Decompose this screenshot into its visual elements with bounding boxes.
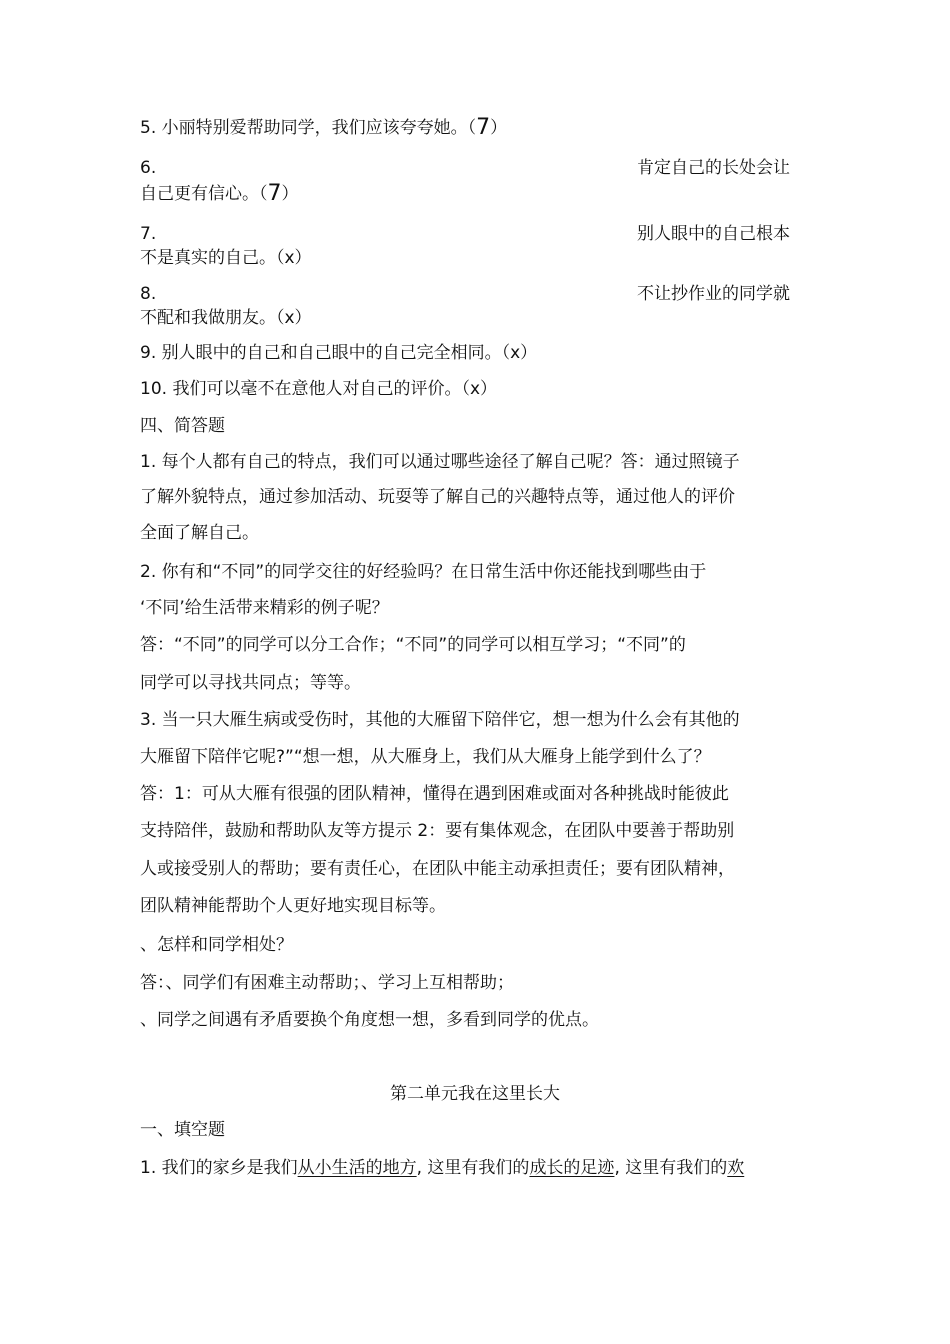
underlined-answer: 欢 bbox=[727, 1158, 745, 1178]
answer-4-line: 答：、同学们有困难主动帮助；、学习上互相帮助； bbox=[140, 973, 514, 993]
tf-item-6-continuation bbox=[140, 181, 820, 207]
tf-item-6-right: 肯定自己的长处会让 bbox=[637, 158, 790, 178]
tf-item-text: 5. 小丽特别爱帮助同学，我们应该夸夸她。（ bbox=[140, 118, 477, 138]
answer-3-line: 人或接受别人的帮助；要有责任心，在团队中能主动承担责任；要有团队精神， bbox=[140, 859, 735, 879]
section-title: 一、填空题 bbox=[140, 1120, 225, 1140]
answer-3-line: 大雁留下陪伴它呢?”“想一想，从大雁身上，我们从大雁身上能学到什么了？ bbox=[140, 747, 711, 767]
answer-4-line: 、同学之间遇有矛盾要换个角度想一想，多看到同学的优点。 bbox=[140, 1010, 599, 1030]
tf-item-7-number: 7. bbox=[140, 224, 157, 244]
tf-item-text: 自己更有信心。（ bbox=[140, 184, 268, 204]
tf-item-10: 10. 我们可以毫不在意他人对自己的评价。（x） bbox=[140, 379, 497, 399]
tf-item-8-continuation: 不配和我做朋友。（x） bbox=[140, 308, 312, 328]
answer-1-line: 了解外貌特点，通过参加活动、玩耍等了解自己的兴趣特点等，通过他人的评价 bbox=[140, 487, 735, 507]
tf-item-7-right: 别人眼中的自己根本 bbox=[637, 224, 790, 244]
answer-1-line: 1. 每个人都有自己的特点，我们可以通过哪些途径了解自己呢？答：通过照镜子 bbox=[140, 452, 740, 472]
answer-3-line: 支持陪伴，鼓励和帮助队友等方提示 2：要有集体观念，在团队中要善于帮助别 bbox=[140, 821, 735, 841]
answer-4-line: 、怎样和同学相处？ bbox=[140, 935, 293, 955]
tf-item-7-continuation: 不是真实的自己。（x） bbox=[140, 248, 312, 268]
fill-blank-item-1 bbox=[140, 1155, 820, 1181]
unit-title: 第二单元我在这里长大 bbox=[390, 1084, 560, 1104]
answer-mark: 7 bbox=[267, 181, 282, 206]
underlined-answer: 成长的足迹 bbox=[529, 1158, 615, 1178]
answer-2-line: 答：“不同”的同学可以分工合作；“不同”的同学可以相互学习；“不同”的 bbox=[140, 635, 686, 655]
answer-3-line: 3. 当一只大雁生病或受伤时，其他的大雁留下陪伴它，想一想为什么会有其他的 bbox=[140, 710, 740, 730]
answer-2-line: 2. 你有和“不同”的同学交往的好经验吗？在日常生活中你还能找到哪些由于 bbox=[140, 562, 707, 582]
answer-2-line: ‘不同’给生活带来精彩的例子呢？ bbox=[140, 598, 389, 618]
answer-2-line: 同学可以寻找共同点；等等。 bbox=[140, 673, 361, 693]
tf-item-5 bbox=[140, 115, 820, 141]
underlined-answer: 从小生活的地方 bbox=[297, 1158, 417, 1178]
answer-close: ） bbox=[490, 118, 508, 138]
answer-3-line: 答：1：可从大雁有很强的团队精神，懂得在遇到困难或面对各种挑战时能彼此 bbox=[140, 784, 729, 804]
answer-3-line: 团队精神能帮助个人更好地实现目标等。 bbox=[140, 896, 446, 916]
tf-item-6-number: 6. bbox=[140, 158, 157, 178]
tf-item-9: 9. 别人眼中的自己和自己眼中的自己完全相同。（x） bbox=[140, 343, 538, 363]
answer-1-line: 全面了解自己。 bbox=[140, 523, 259, 543]
tf-item-8-right: 不让抄作业的同学就 bbox=[637, 284, 790, 304]
section-title: 四、简答题 bbox=[140, 416, 225, 436]
text-segment: 1. 我们的家乡是我们 bbox=[140, 1158, 298, 1178]
text-segment: , 这里有我们的 bbox=[614, 1158, 728, 1178]
answer-mark: 7 bbox=[476, 115, 491, 140]
answer-close: ） bbox=[281, 184, 299, 204]
tf-item-8-number: 8. bbox=[140, 284, 157, 304]
text-segment: , 这里有我们的 bbox=[416, 1158, 530, 1178]
